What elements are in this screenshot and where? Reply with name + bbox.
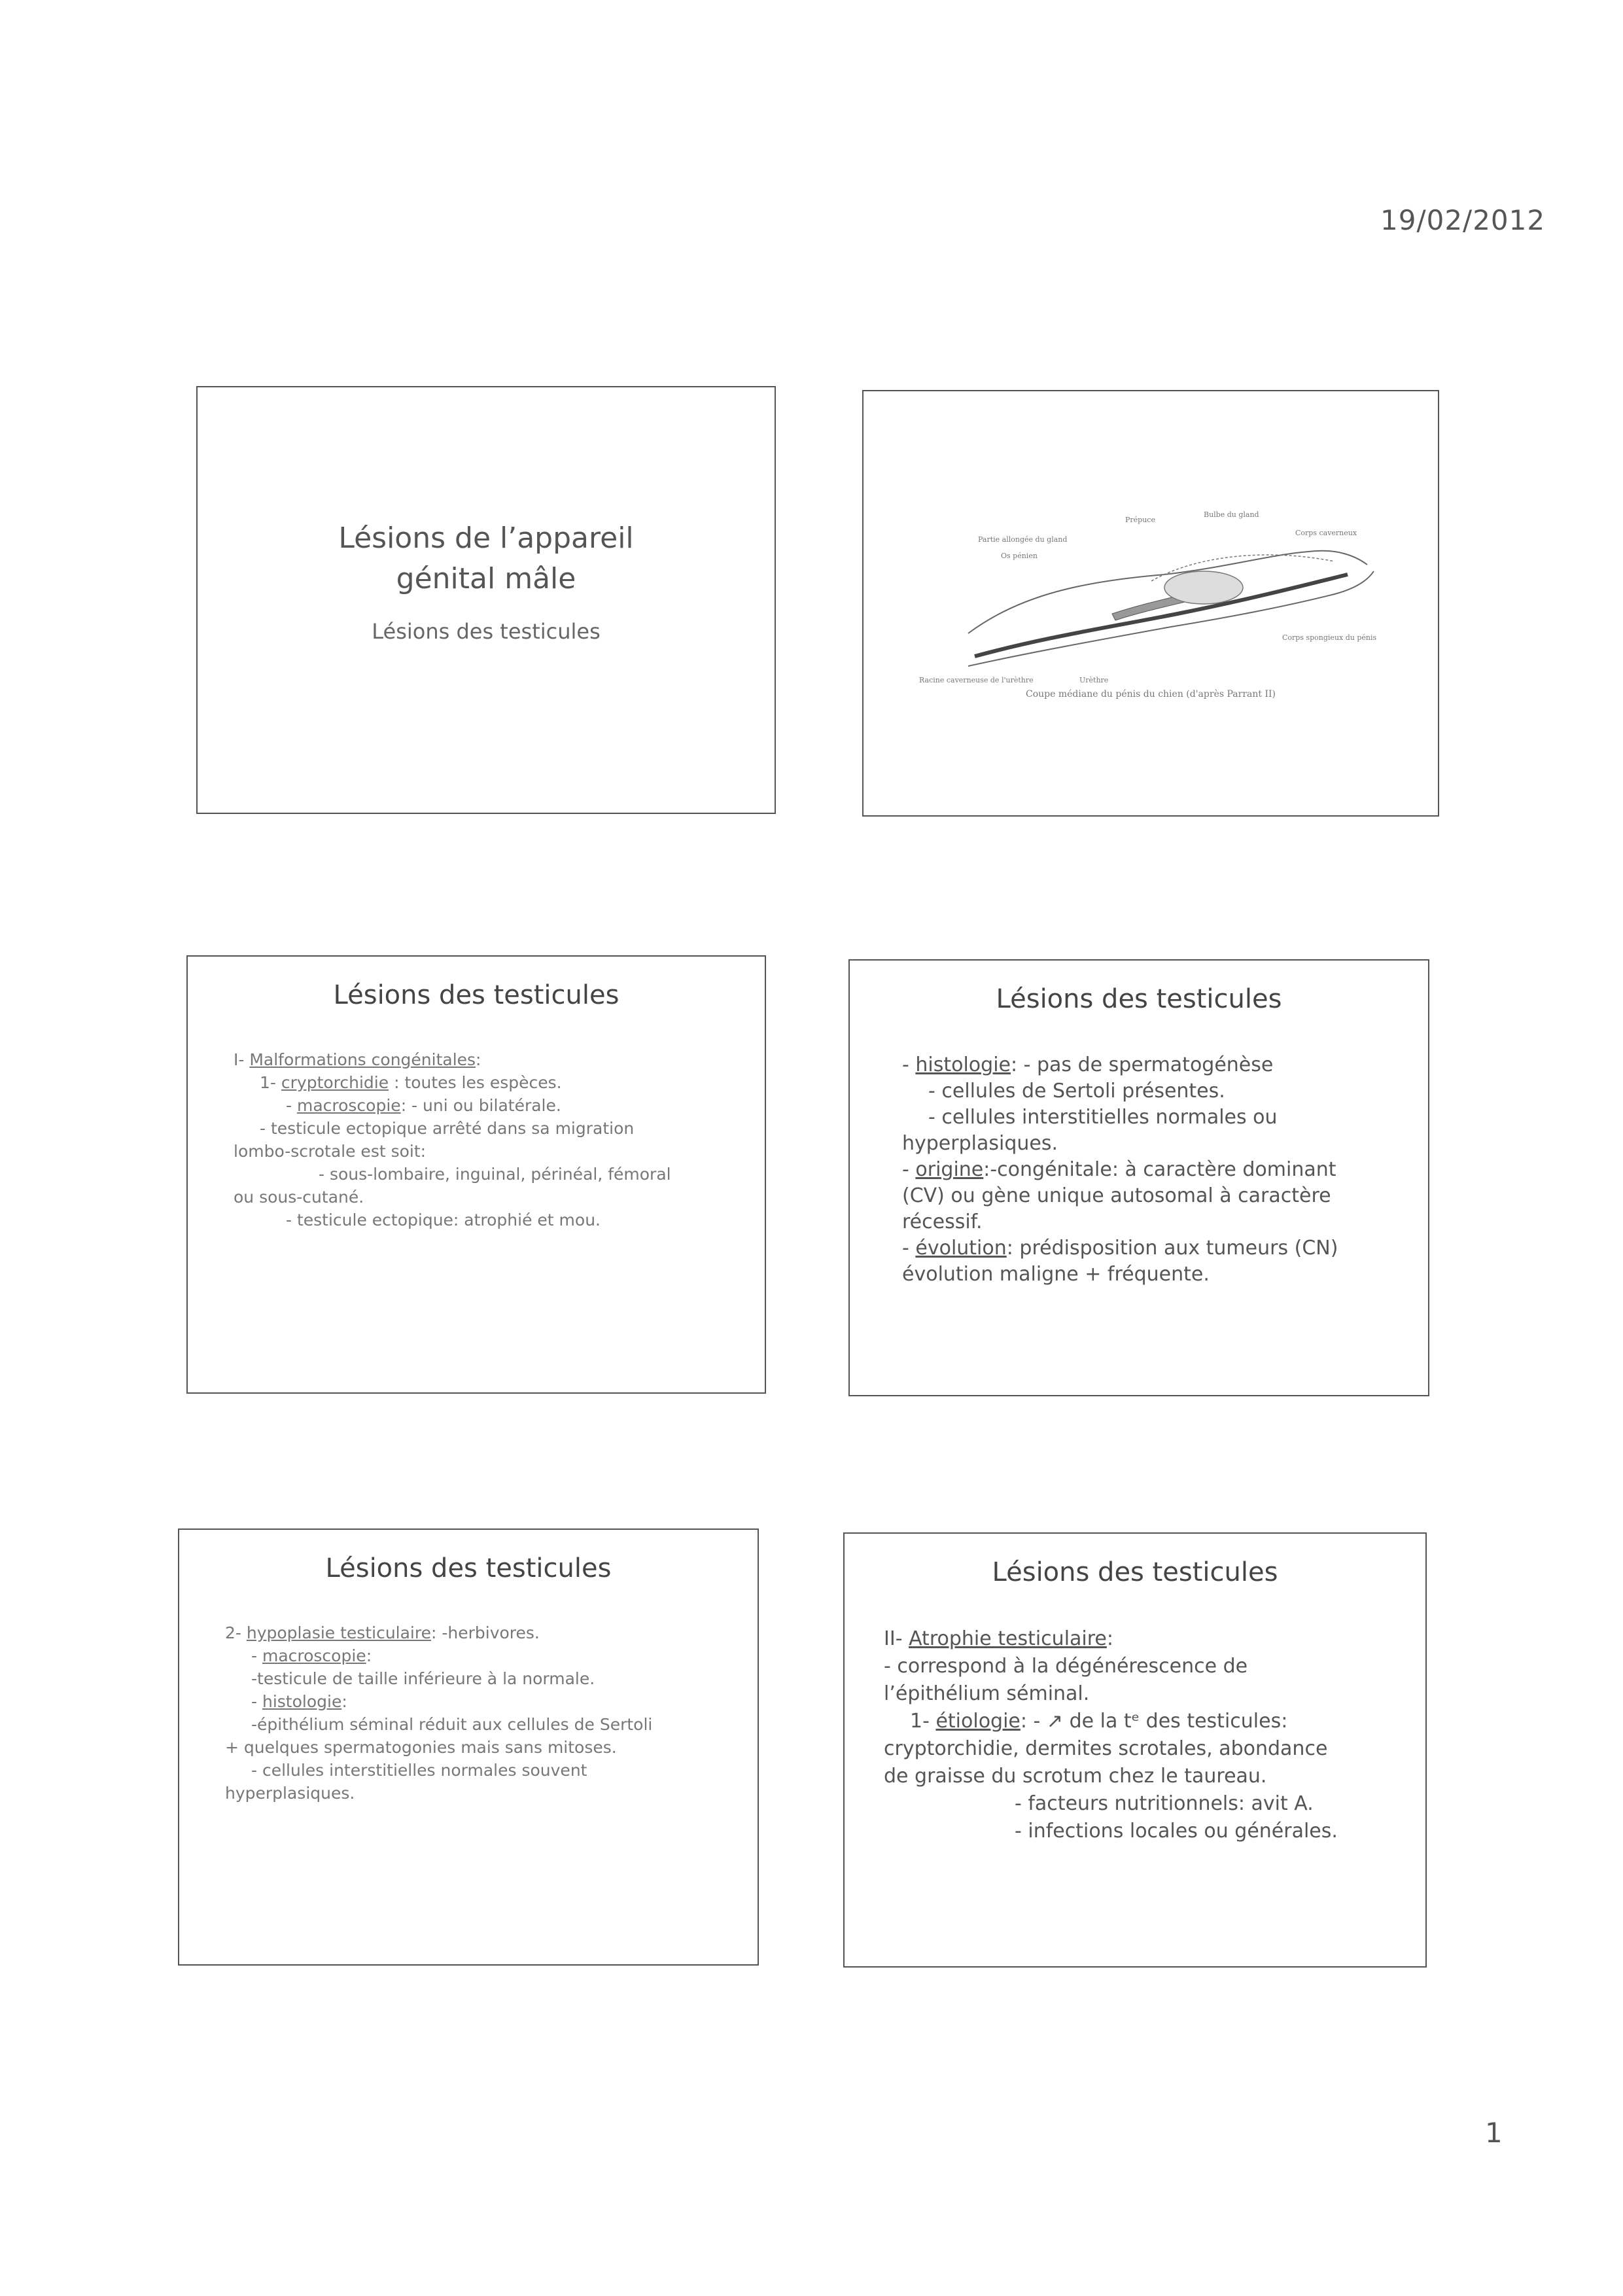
- figure-caption: Coupe médiane du pénis du chien (d'après Parrant II): [1026, 689, 1276, 699]
- text-line: 1- étiologie: - ↗ de la tᵉ des testicules:: [910, 1710, 1288, 1733]
- slide-malformations: [186, 955, 766, 1394]
- text-line: -épithélium séminal réduit aux cellules de Sertoli: [251, 1715, 653, 1734]
- slide-body: [884, 1625, 1407, 1845]
- slide-heading: Lésions des testicules: [996, 984, 1282, 1014]
- text-line: l’épithélium séminal.: [884, 1682, 1090, 1705]
- penis-section-diagram: [916, 503, 1387, 699]
- text-line: - infections locales ou générales.: [1015, 1820, 1338, 1843]
- slide-histologie: [848, 959, 1429, 1396]
- label-prepuce: Prépuce: [1125, 516, 1155, 524]
- slide-hypoplasie: [178, 1528, 759, 1966]
- page-number: 1: [1485, 2117, 1503, 2149]
- text-line: de graisse du scrotum chez le taureau.: [884, 1765, 1267, 1788]
- text-line: - macroscopie:: [251, 1646, 372, 1665]
- text-line: 2- hypoplasie testiculaire: -herbivores.: [225, 1623, 540, 1642]
- text-line: lombo-scrotale est soit:: [234, 1142, 427, 1161]
- bulbe-shape: [1164, 571, 1243, 604]
- label-corps-spongieux: Corps spongieux du pénis: [1282, 633, 1377, 642]
- text-line: - macroscopie: - uni ou bilatérale.: [286, 1096, 561, 1115]
- text-line: hyperplasiques.: [902, 1132, 1058, 1155]
- slide-atrophie: [843, 1532, 1427, 1968]
- slide-body: [902, 1052, 1412, 1288]
- slide-body: [225, 1621, 748, 1805]
- slide-main-title: Lésions de l’appareil génital mâle: [338, 521, 634, 595]
- label-partie-allongee: Partie allongée du gland: [978, 535, 1068, 544]
- slide-heading: Lésions des testicules: [333, 980, 620, 1010]
- slide-subtitle: Lésions des testicules: [372, 619, 601, 644]
- text-line: -testicule de taille inférieure à la normale.: [251, 1669, 595, 1688]
- text-line: - cellules interstitielles normales souvent: [251, 1761, 587, 1780]
- text-line: cryptorchidie, dermites scrotales, abondance: [884, 1737, 1328, 1760]
- text-line: - évolution: prédisposition aux tumeurs (CN): [902, 1237, 1338, 1260]
- text-line: - sous-lombaire, inguinal, périnéal, fémoral: [319, 1165, 671, 1184]
- text-line: + quelques spermatogonies mais sans mitoses.: [225, 1738, 617, 1757]
- label-racine: Racine caverneuse de l'urèthre: [919, 676, 1034, 684]
- slide-title: [196, 386, 776, 814]
- label-bulbe: Bulbe du gland: [1204, 510, 1259, 519]
- text-line: - origine:-congénitale: à caractère dominant: [902, 1158, 1336, 1181]
- slide-heading: Lésions des testicules: [325, 1553, 612, 1583]
- label-corps-caverneux: Corps caverneux: [1295, 529, 1357, 537]
- text-line: (CV) ou gène unique autosomal à caractère: [902, 1184, 1331, 1207]
- slide-body: [234, 1048, 744, 1231]
- text-line: - cellules de Sertoli présentes.: [928, 1080, 1225, 1103]
- label-urethre: Urèthre: [1079, 676, 1109, 684]
- text-line: récessif.: [902, 1210, 983, 1233]
- title-block: [198, 518, 775, 644]
- text-line: - cellules interstitielles normales ou: [928, 1106, 1278, 1129]
- text-line: 1- cryptorchidie : toutes les espèces.: [260, 1073, 562, 1092]
- text-line: - testicule ectopique: atrophié et mou.: [286, 1210, 601, 1229]
- text-line: évolution maligne + fréquente.: [902, 1263, 1210, 1286]
- slide-heading: Lésions des testicules: [992, 1557, 1278, 1587]
- text-line: - histologie: - pas de spermatogénèse: [902, 1053, 1274, 1076]
- text-line: - correspond à la dégénérescence de: [884, 1655, 1248, 1678]
- label-os-penien: Os pénien: [1001, 552, 1038, 560]
- slide-figure: [862, 390, 1439, 817]
- text-line: ou sous-cutané.: [234, 1188, 364, 1207]
- text-line: hyperplasiques.: [225, 1784, 355, 1803]
- text-line: II- Atrophie testiculaire:: [884, 1627, 1113, 1650]
- text-line: I- Malformations congénitales:: [234, 1050, 481, 1069]
- text-line: - facteurs nutritionnels: avit A.: [1015, 1792, 1314, 1815]
- urethra-line: [975, 574, 1348, 656]
- text-line: - testicule ectopique arrêté dans sa migration: [260, 1119, 635, 1138]
- page-date: 19/02/2012: [1380, 204, 1546, 236]
- text-line: - histologie:: [251, 1692, 347, 1711]
